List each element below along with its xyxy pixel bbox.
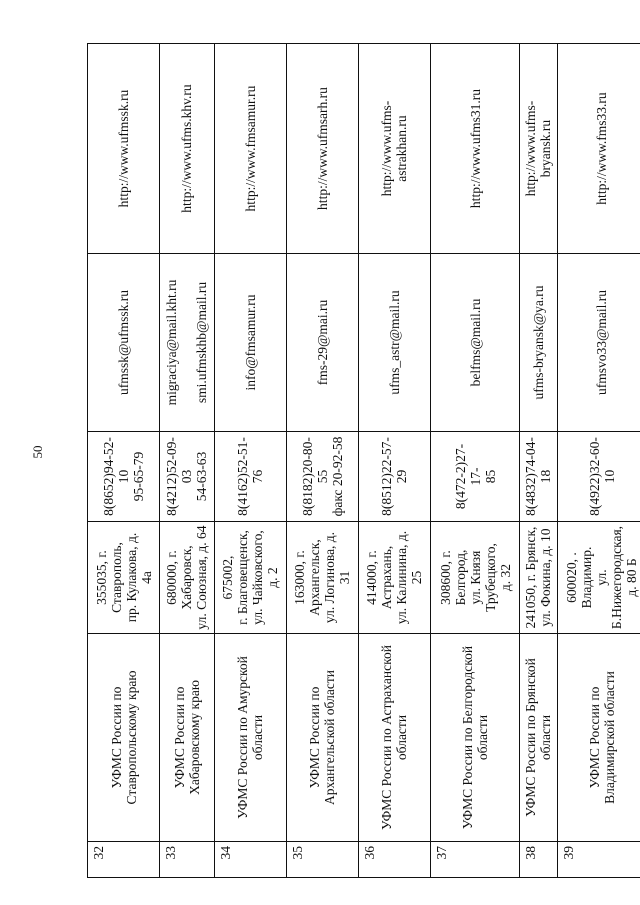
office-name: УФМС России по Ставропольскому краю [88, 634, 160, 842]
office-email: migraciya@mail.kht.ru smi.ufmskhb@mail.ru [160, 254, 215, 432]
table-row [88, 44, 160, 878]
office-email: info@fmsamur.ru [214, 254, 286, 432]
page-number: 50 [30, 445, 45, 459]
office-phone: 8(8512)22-57- 29 [358, 432, 430, 522]
row-number: 39 [557, 842, 640, 878]
office-email: ufms-bryansk@ya.ru [520, 254, 558, 432]
office-website: http://www.ufms- astrakhan.ru [358, 44, 430, 254]
table-row [430, 44, 519, 878]
row-number: 33 [160, 842, 215, 878]
row-number: 36 [358, 842, 430, 878]
office-phone: 8(8182)20-80- 55 факс 20-92-58 [286, 432, 358, 522]
office-email: ufmsvo33@mail.ru [557, 254, 640, 432]
office-website: http://www.fms33.ru [557, 44, 640, 254]
table-row [557, 44, 640, 878]
rotated-table-wrapper [87, 44, 640, 878]
office-name: УФМС России по Хабаровскому краю [160, 634, 215, 842]
table-row [520, 44, 558, 878]
table-body [88, 44, 640, 878]
row-number: 34 [214, 842, 286, 878]
office-email: ufms_astr@mail.ru [358, 254, 430, 432]
table-row [358, 44, 430, 878]
office-phone: 8(4832)74-04- 18 [520, 432, 558, 522]
office-email: ufmssk@ufmssk.ru [88, 254, 160, 432]
office-website: http://www.fmsamur.ru [214, 44, 286, 254]
office-name: УФМС России по Архангельской области [286, 634, 358, 842]
office-email: fms-29@mai.ru [286, 254, 358, 432]
office-address: 308600, г. Белгород, ул. Князя Трубецкого, д. 32 [430, 522, 519, 634]
row-number: 38 [520, 842, 558, 878]
fms-offices-table [87, 43, 640, 878]
office-website: http://www.ufmssk.ru [88, 44, 160, 254]
office-name: УФМС России по Брянской области [520, 634, 558, 842]
office-address: 680000, г. Хабаровск, ул. Союзная, д. 64 [160, 522, 215, 634]
office-phone: 8(4922)32-60- 10 [557, 432, 640, 522]
row-number: 32 [88, 842, 160, 878]
office-website: http://www.ufms31.ru [430, 44, 519, 254]
table-row [286, 44, 358, 878]
office-website: http://www.ufmsarh.ru [286, 44, 358, 254]
office-website: http://www.ufms- bryansk.ru [520, 44, 558, 254]
office-name: УФМС России по Белгородской области [430, 634, 519, 842]
office-address: 414000, г. Астрахань, ул. Калинина, д. 25 [358, 522, 430, 634]
office-website: http://www.ufms.khv.ru [160, 44, 215, 254]
row-number: 37 [430, 842, 519, 878]
office-phone: 8(472-2)27-17- 85 [430, 432, 519, 522]
table-row [214, 44, 286, 878]
office-address: 600020, . Владимир. ул. Б.Нижегородская, д. 80 Б [557, 522, 640, 634]
office-address: 675002, г. Благовещенск, ул. Чайковского, д. 2 [214, 522, 286, 634]
table-row [160, 44, 215, 878]
office-email: belfms@mail.ru [430, 254, 519, 432]
row-number: 35 [286, 842, 358, 878]
office-phone: 8(4162)52-51- 76 [214, 432, 286, 522]
office-address: 241050, г. Брянск, ул. Фокина, д. 10 [520, 522, 558, 634]
office-name: УФМС России по Астраханской области [358, 634, 430, 842]
office-name: УФМС России по Владимирской области [557, 634, 640, 842]
office-phone: 8(4212)52-09- 03 54-63-63 [160, 432, 215, 522]
office-phone: 8(8652)94-52- 10 95-65-79 [88, 432, 160, 522]
office-name: УФМС России по Амурской области [214, 634, 286, 842]
office-address: 163000, г. Архангельск, ул. Логинова, д. 31 [286, 522, 358, 634]
office-address: 355035, г. Ставрополь, пр. Кулакова, д. 4а [88, 522, 160, 634]
